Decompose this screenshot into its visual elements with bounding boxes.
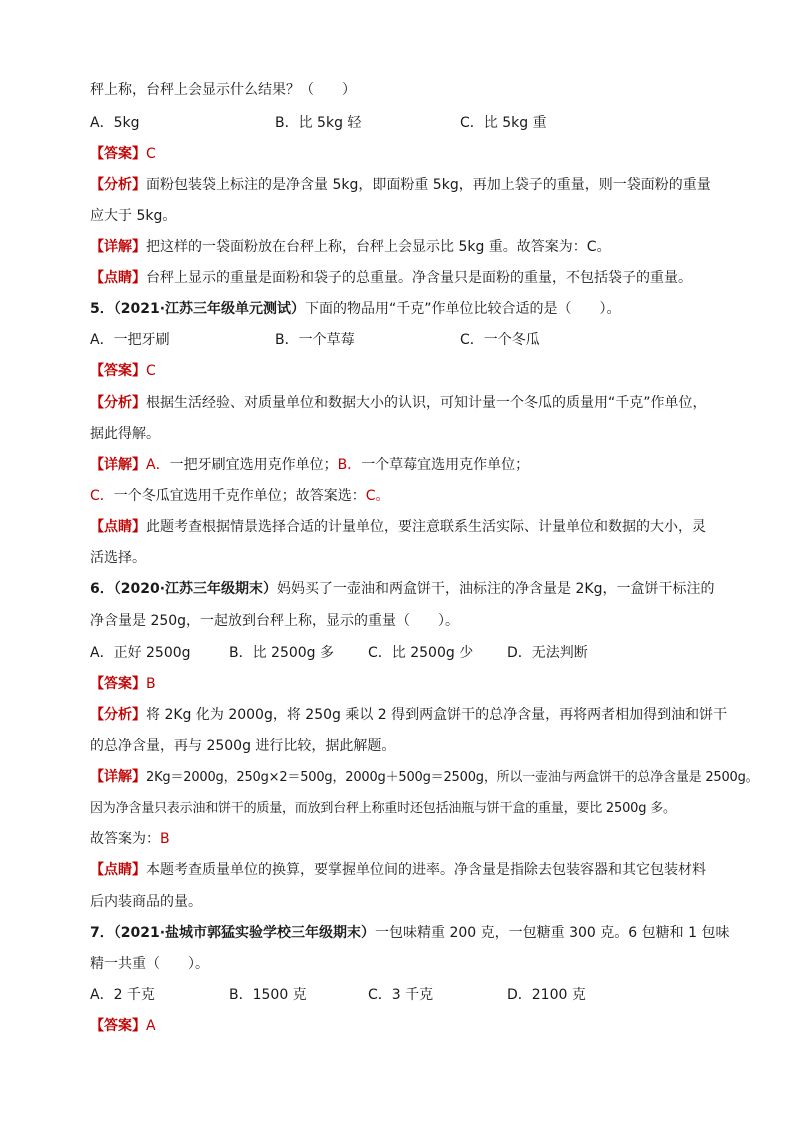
q4-analysis-line-2 (90, 206, 710, 226)
q5-detail-line-2 (90, 486, 710, 506)
detail-tag: 【详解】 (90, 769, 146, 785)
q5-option-b: B．一个草莓 (275, 332, 355, 348)
q6-analysis-line-2 (90, 736, 710, 756)
answer-value: B (146, 676, 156, 692)
comment-text: 后内装商品的量。 (90, 894, 202, 910)
question-text: 精一共重（ ）。 (90, 956, 209, 972)
question-source: （2021·盐城市郭猛实验学校三年级期末） (113, 925, 376, 941)
q6-stem-line-2 (90, 611, 710, 631)
answer-tag: 【答案】 (90, 146, 146, 162)
q5-answer (90, 361, 710, 381)
q4-comment (90, 268, 710, 288)
q6-detail-line-3 (90, 829, 710, 849)
question-number: 6． (90, 581, 114, 597)
q4-detail (90, 237, 710, 257)
comment-tag: 【点睛】 (90, 519, 146, 535)
q4-analysis-line-1 (90, 175, 710, 195)
q6-detail-line-2 (90, 798, 710, 819)
q5-option-a: A．一把牙刷 (90, 332, 170, 348)
detail-answer: B (160, 831, 170, 847)
detail-answer: C。 (365, 488, 390, 504)
q6-option-d: D．无法判断 (507, 645, 588, 661)
detail-text: 故答案为： (90, 831, 160, 847)
comment-text: 台秤上显示的重量是面粉和袋子的总重量。净含量只是面粉的重量，不包括袋子的重量。 (146, 270, 692, 286)
detail-text: 因为净含量只表示油和饼干的质量，而放到台秤上称重时还包括油瓶与饼干盒的重量，要比 2500g 多。 (90, 801, 676, 816)
q5-detail-line-1 (90, 455, 710, 475)
q5-stem (90, 299, 710, 319)
detail-option-label: A． (146, 457, 170, 473)
detail-option-label: C． (90, 488, 114, 504)
comment-tag: 【点睛】 (90, 862, 146, 878)
comment-tag: 【点睛】 (90, 270, 146, 286)
analysis-tag: 【分析】 (90, 707, 146, 723)
q7-option-a: A．2 千克 (90, 987, 155, 1003)
question-source: （2020·江苏三年级期末） (113, 581, 278, 597)
q4-stem (90, 80, 710, 100)
q6-detail-line-1 (90, 767, 759, 788)
detail-text: 一个草莓宜选用克作单位； (361, 457, 530, 473)
q4-option-b: B．比 5kg 轻 (275, 115, 362, 131)
q5-analysis-line-1 (90, 393, 710, 413)
q7-stem-line-1 (90, 923, 730, 943)
analysis-tag: 【分析】 (90, 177, 146, 193)
question-text: 一包味精重 200 克，一包糖重 300 克。6 包糖和 1 包味 (375, 925, 730, 941)
q7-option-d: D．2100 克 (507, 987, 586, 1003)
q7-answer (90, 1016, 710, 1036)
q5-comment-line-1 (90, 517, 710, 537)
detail-text: 一个冬瓜宜选用千克作单位；故答案选： (113, 488, 366, 504)
q7-stem-line-2 (90, 954, 710, 974)
comment-text: 本题考查质量单位的换算，要掌握单位间的进率。净含量是指除去包装容器和其它包装材料 (146, 862, 706, 878)
analysis-tag: 【分析】 (90, 395, 146, 411)
detail-option-label: B． (337, 457, 362, 473)
comment-text: 活选择。 (90, 550, 146, 566)
answer-tag: 【答案】 (90, 676, 146, 692)
detail-text: 2Kg＝2000g，250g×2＝500g，2000g＋500g＝2500g，所以一壶油与两盒饼干的总净含量是 2500g。 (146, 770, 759, 785)
q6-analysis-line-1 (90, 705, 728, 725)
q4-option-c: C．比 5kg 重 (460, 115, 547, 131)
question-text: 妈妈买了一壶油和两盒饼干，油标注的净含量是 2Kg，一盒饼干标注的 (277, 581, 715, 597)
question-number: 5． (90, 301, 114, 317)
q4-option-a: A．5kg (90, 115, 140, 131)
detail-tag: 【详解】 (90, 239, 146, 255)
q6-comment-line-2 (90, 892, 710, 912)
q5-analysis-line-2 (90, 424, 710, 444)
comment-text: 此题考查根据情景选择合适的计量单位，要注意联系生活实际、计量单位和数据的大小，灵 (146, 519, 706, 535)
q6-option-a: A．正好 2500g (90, 645, 191, 661)
detail-text: 一把牙刷宜选用克作单位； (169, 457, 338, 473)
q6-stem-line-1 (90, 579, 715, 599)
analysis-text: 应大于 5kg。 (90, 208, 177, 224)
question-number: 7． (90, 925, 114, 941)
question-text: 下面的物品用“千克”作单位比较合适的是（ ）。 (305, 301, 621, 317)
detail-text: 把这样的一袋面粉放在台秤上称，台秤上会显示比 5kg 重。故答案为：C。 (146, 239, 611, 255)
q6-answer (90, 674, 710, 694)
analysis-text: 面粉包装袋上标注的是净含量 5kg，即面粉重 5kg，再加上袋子的重量，则一袋面粉的重量 (146, 177, 711, 193)
question-source: （2021·江苏三年级单元测试） (113, 301, 306, 317)
q7-option-b: B．1500 克 (229, 987, 307, 1003)
analysis-text: 据此得解。 (90, 426, 160, 442)
q6-option-b: B．比 2500g 多 (229, 645, 335, 661)
answer-value: A (146, 1018, 156, 1034)
analysis-text: 根据生活经验、对质量单位和数据大小的认识，可知计量一个冬瓜的质量用“千克”作单位， (146, 395, 707, 411)
answer-tag: 【答案】 (90, 363, 146, 379)
answer-tag: 【答案】 (90, 1018, 146, 1034)
q5-option-c: C．一个冬瓜 (460, 332, 540, 348)
analysis-text: 将 2Kg 化为 2000g，将 250g 乘以 2 得到两盒饼干的总净含量，再将两者相加得到油和饼干 (146, 707, 728, 723)
q6-comment-line-1 (90, 860, 710, 880)
answer-value: C (146, 363, 156, 379)
q4-answer (90, 144, 710, 164)
q7-option-c: C．3 千克 (368, 987, 434, 1003)
q4-stem-text: 秤上称，台秤上会显示什么结果？（ ） (90, 82, 356, 98)
question-text: 净含量是 250g，一起放到台秤上称，显示的重量（ ）。 (90, 613, 460, 629)
q6-option-c: C．比 2500g 少 (368, 645, 474, 661)
analysis-text: 的总净含量，再与 2500g 进行比较，据此解题。 (90, 738, 396, 754)
detail-tag: 【详解】 (90, 457, 146, 473)
answer-value: C (146, 146, 156, 162)
q5-comment-line-2 (90, 548, 710, 568)
